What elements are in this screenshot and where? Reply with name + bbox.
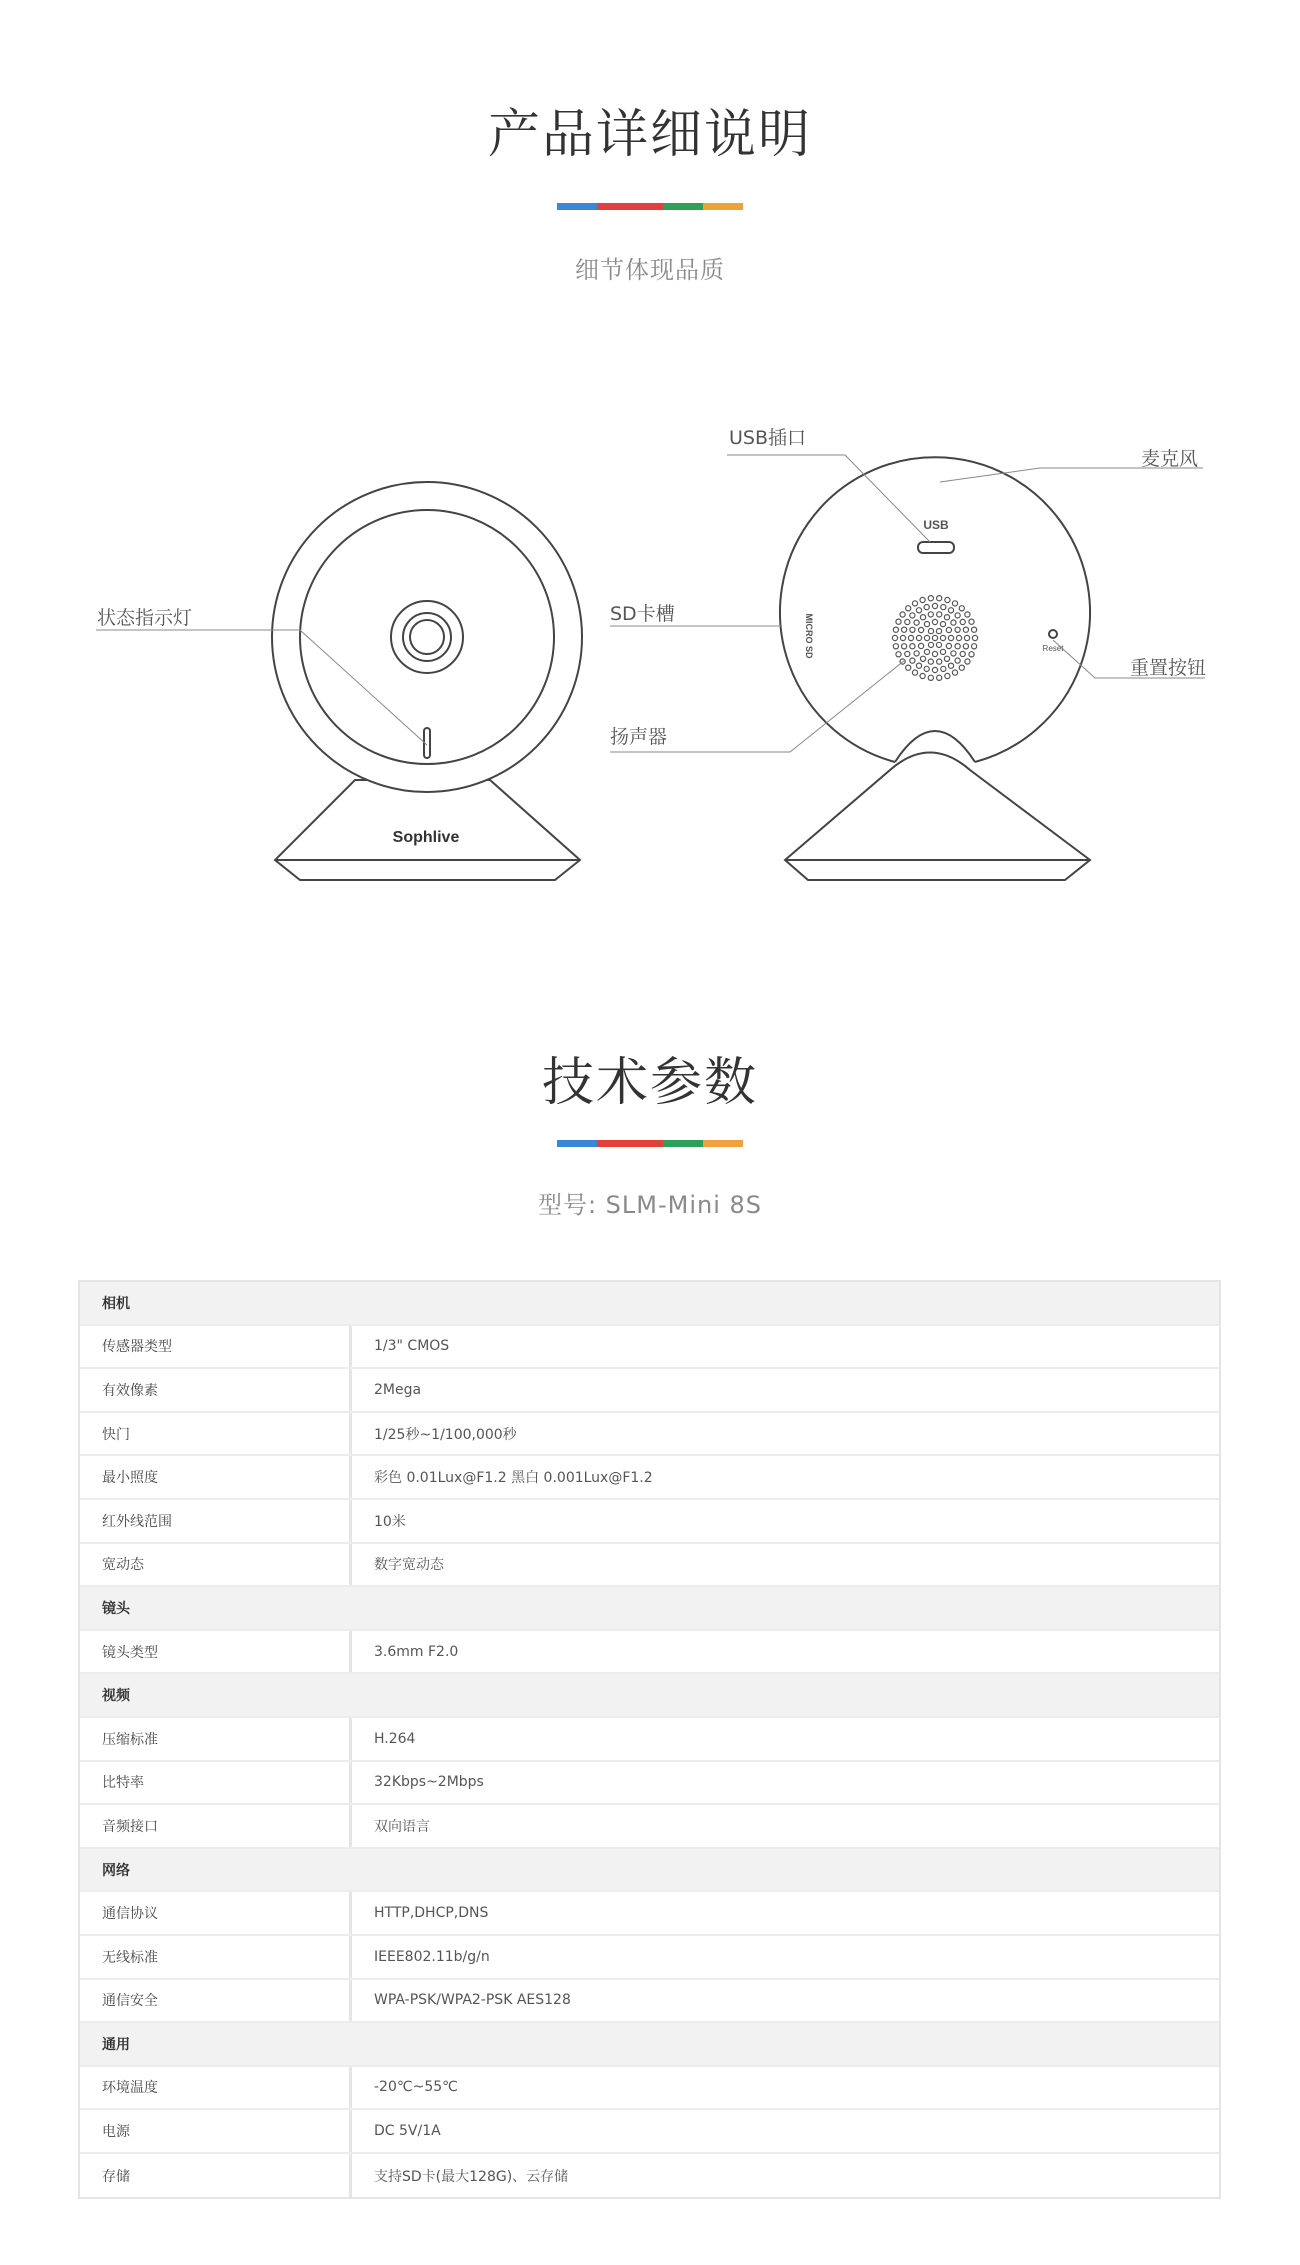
speaker-hole <box>959 606 964 611</box>
spec-value: WPA-PSK/WPA2-PSK AES128 <box>374 1992 571 2009</box>
speaker-grill <box>892 596 977 681</box>
spec-key: 存储 <box>80 2154 352 2198</box>
micro-sd-device-label: MICRO SD <box>804 613 814 659</box>
speaker-hole <box>951 651 956 656</box>
camera-illustration <box>0 400 1300 920</box>
title-accent-bar-1 <box>557 203 743 210</box>
accent-green <box>663 1140 703 1147</box>
spec-key: 最小照度 <box>80 1456 352 1498</box>
speaker-hole <box>928 629 933 634</box>
spec-category-label: 网络 <box>102 1862 130 1879</box>
spec-row <box>80 2110 1219 2154</box>
speaker-hole <box>893 644 898 649</box>
speaker-hole <box>920 597 925 602</box>
speaker-hole <box>937 596 942 601</box>
speaker-hole <box>955 627 960 632</box>
speaker-hole <box>924 622 929 627</box>
speaker-hole <box>952 601 957 606</box>
reset-device-label: Reset <box>1042 644 1064 653</box>
speaker-hole <box>902 644 907 649</box>
speaker-hole <box>932 619 937 624</box>
speaker-hole <box>912 670 917 675</box>
speaker-hole <box>946 627 951 632</box>
spec-value: 32Kbps~2Mbps <box>374 1774 484 1791</box>
speaker-hole <box>940 635 945 640</box>
usb-device-label: USB <box>923 518 949 532</box>
spec-value: 双向语言 <box>374 1818 430 1835</box>
accent-orange <box>703 1140 743 1147</box>
accent-red <box>597 203 663 210</box>
speaker-hole <box>928 612 933 617</box>
speaker-hole <box>969 619 974 624</box>
accent-blue <box>557 1140 597 1147</box>
speaker-hole <box>965 659 970 664</box>
spec-value: -20℃~55℃ <box>374 2079 458 2096</box>
spec-key: 环境温度 <box>80 2067 352 2109</box>
speaker-hole <box>896 619 901 624</box>
spec-value: H.264 <box>374 1730 416 1747</box>
speaker-hole <box>937 612 942 617</box>
speaker-hole <box>940 649 945 654</box>
speaker-hole <box>912 601 917 606</box>
callout-usb-port: USB插口 <box>729 427 807 449</box>
speaker-hole <box>932 603 937 608</box>
speaker-hole <box>916 608 921 613</box>
spec-key: 宽动态 <box>80 1544 352 1586</box>
speaker-hole <box>892 635 897 640</box>
speaker-hole <box>919 643 924 648</box>
spec-value: 3.6mm F2.0 <box>374 1643 459 1660</box>
spec-category-label: 相机 <box>102 1295 130 1312</box>
speaker-hole <box>920 615 925 620</box>
speaker-hole <box>924 605 929 610</box>
callout-reset-button: 重置按钮 <box>1130 657 1207 679</box>
speaker-hole <box>916 635 921 640</box>
speaker-hole <box>951 620 956 625</box>
product-details-subtitle: 细节体现品质 <box>575 256 725 284</box>
speaker-hole <box>900 612 905 617</box>
speaker-hole <box>896 652 901 657</box>
speaker-hole <box>944 656 949 661</box>
speaker-hole <box>924 666 929 671</box>
speaker-hole <box>952 670 957 675</box>
callout-speaker: 扬声器 <box>610 726 668 748</box>
speaker-hole <box>944 615 949 620</box>
spec-row <box>80 1544 1219 1588</box>
speaker-hole <box>945 597 950 602</box>
speaker-hole <box>945 673 950 678</box>
spec-category-row <box>80 1849 1219 1893</box>
speaker-hole <box>910 644 915 649</box>
speaker-hole <box>920 656 925 661</box>
speaker-hole <box>948 635 953 640</box>
usb-port-shape <box>918 542 954 553</box>
speaker-hole <box>932 635 937 640</box>
spec-row <box>80 1936 1219 1980</box>
spec-value: 支持SD卡(最大128G)、云存储 <box>374 2168 569 2185</box>
speaker-hole <box>905 651 910 656</box>
spec-row <box>80 2154 1219 2198</box>
speaker-hole <box>955 644 960 649</box>
speaker-hole <box>916 663 921 668</box>
speaker-hole <box>959 665 964 670</box>
speaker-hole <box>940 622 945 627</box>
spec-key: 通信协议 <box>80 1892 352 1934</box>
speaker-hole <box>964 635 969 640</box>
spec-row <box>80 1762 1219 1806</box>
spec-value: 2Mega <box>374 1381 422 1398</box>
speaker-hole <box>914 651 919 656</box>
spec-row <box>80 1500 1219 1544</box>
speaker-hole <box>932 667 937 672</box>
spec-category-label: 通用 <box>102 2036 130 2053</box>
speaker-hole <box>969 652 974 657</box>
speaker-hole <box>900 635 905 640</box>
speaker-hole <box>928 675 933 680</box>
speaker-hole <box>914 620 919 625</box>
speaker-hole <box>941 666 946 671</box>
model-number: 型号: SLM-Mini 8S <box>537 1191 763 1219</box>
speaker-hole <box>960 619 965 624</box>
speaker-hole <box>906 665 911 670</box>
spec-row <box>80 1892 1219 1936</box>
spec-category-row <box>80 1282 1219 1326</box>
spec-row <box>80 1413 1219 1457</box>
spec-value: DC 5V/1A <box>374 2123 441 2140</box>
speaker-hole <box>972 635 977 640</box>
spec-value: IEEE802.11b/g/n <box>374 1948 490 1965</box>
speaker-hole <box>965 612 970 617</box>
speaker-hole <box>948 663 953 668</box>
spec-row <box>80 1631 1219 1675</box>
brand-logo: Sophlive <box>392 829 460 846</box>
spec-category-row <box>80 1674 1219 1718</box>
speaker-hole <box>963 644 968 649</box>
spec-row <box>80 2067 1219 2111</box>
spec-value: HTTP,DHCP,DNS <box>374 1905 489 1922</box>
speaker-hole <box>928 659 933 664</box>
speaker-hole <box>928 596 933 601</box>
spec-key: 电源 <box>80 2110 352 2152</box>
speaker-hole <box>946 643 951 648</box>
spec-table <box>78 1280 1221 2199</box>
speaker-hole <box>936 629 941 634</box>
spec-key: 音频接口 <box>80 1805 352 1847</box>
speaker-hole <box>908 635 913 640</box>
spec-row <box>80 1456 1219 1500</box>
spec-row <box>80 1369 1219 1413</box>
spec-key: 无线标准 <box>80 1936 352 1978</box>
speaker-hole <box>936 642 941 647</box>
speaker-hole <box>905 619 910 624</box>
spec-value: 彩色 0.01Lux@F1.2 黑白 0.001Lux@F1.2 <box>374 1470 653 1487</box>
front-outer-ring <box>272 482 582 792</box>
spec-value: 1/25秒~1/100,000秒 <box>374 1426 517 1443</box>
speaker-hole <box>920 673 925 678</box>
spec-key: 有效像素 <box>80 1369 352 1411</box>
callout-microphone: 麦克风 <box>1141 448 1199 470</box>
spec-key: 压缩标准 <box>80 1718 352 1760</box>
spec-key: 比特率 <box>80 1762 352 1804</box>
speaker-hole <box>910 658 915 663</box>
product-details-title: 产品详细说明 <box>487 105 812 165</box>
accent-blue <box>557 203 597 210</box>
spec-key: 传感器类型 <box>80 1326 352 1368</box>
speaker-hole <box>963 627 968 632</box>
speaker-hole <box>910 613 915 618</box>
spec-key: 镜头类型 <box>80 1631 352 1673</box>
speaker-hole <box>937 675 942 680</box>
speaker-hole <box>924 635 929 640</box>
speaker-hole <box>972 644 977 649</box>
title-accent-bar-2 <box>557 1140 743 1147</box>
camera-diagram <box>0 400 1300 920</box>
speaker-hole <box>948 608 953 613</box>
spec-row <box>80 1718 1219 1762</box>
speaker-hole <box>919 627 924 632</box>
speaker-hole <box>893 627 898 632</box>
speaker-hole <box>932 651 937 656</box>
back-body <box>780 457 1090 762</box>
speaker-hole <box>941 605 946 610</box>
accent-orange <box>703 203 743 210</box>
spec-category-row <box>80 2023 1219 2067</box>
spec-key: 红外线范围 <box>80 1500 352 1542</box>
spec-value: 10米 <box>374 1513 406 1530</box>
speaker-hole <box>956 635 961 640</box>
spec-category-row <box>80 1587 1219 1631</box>
spec-row <box>80 1805 1219 1849</box>
spec-category-label: 视频 <box>102 1688 130 1705</box>
speaker-hole <box>928 642 933 647</box>
speaker-hole <box>937 659 942 664</box>
callout-status-light: 状态指示灯 <box>97 607 193 629</box>
speaker-hole <box>960 651 965 656</box>
reset-hole <box>1049 630 1057 638</box>
speaker-hole <box>910 627 915 632</box>
spec-category-label: 镜头 <box>102 1600 130 1617</box>
speaker-hole <box>924 649 929 654</box>
spec-key: 通信安全 <box>80 1980 352 2022</box>
speaker-hole <box>902 627 907 632</box>
speaker-hole <box>955 613 960 618</box>
callout-sd-slot: SD卡槽 <box>610 603 675 625</box>
spec-value: 1/3" CMOS <box>374 1338 450 1355</box>
spec-value: 数字宽动态 <box>374 1557 444 1574</box>
tech-specs-title: 技术参数 <box>541 1053 758 1113</box>
speaker-hole <box>972 627 977 632</box>
spec-row <box>80 1326 1219 1370</box>
spec-key: 快门 <box>80 1413 352 1455</box>
accent-green <box>663 203 703 210</box>
speaker-hole <box>955 658 960 663</box>
accent-red <box>597 1140 663 1147</box>
speaker-hole <box>906 606 911 611</box>
spec-row <box>80 1980 1219 2024</box>
